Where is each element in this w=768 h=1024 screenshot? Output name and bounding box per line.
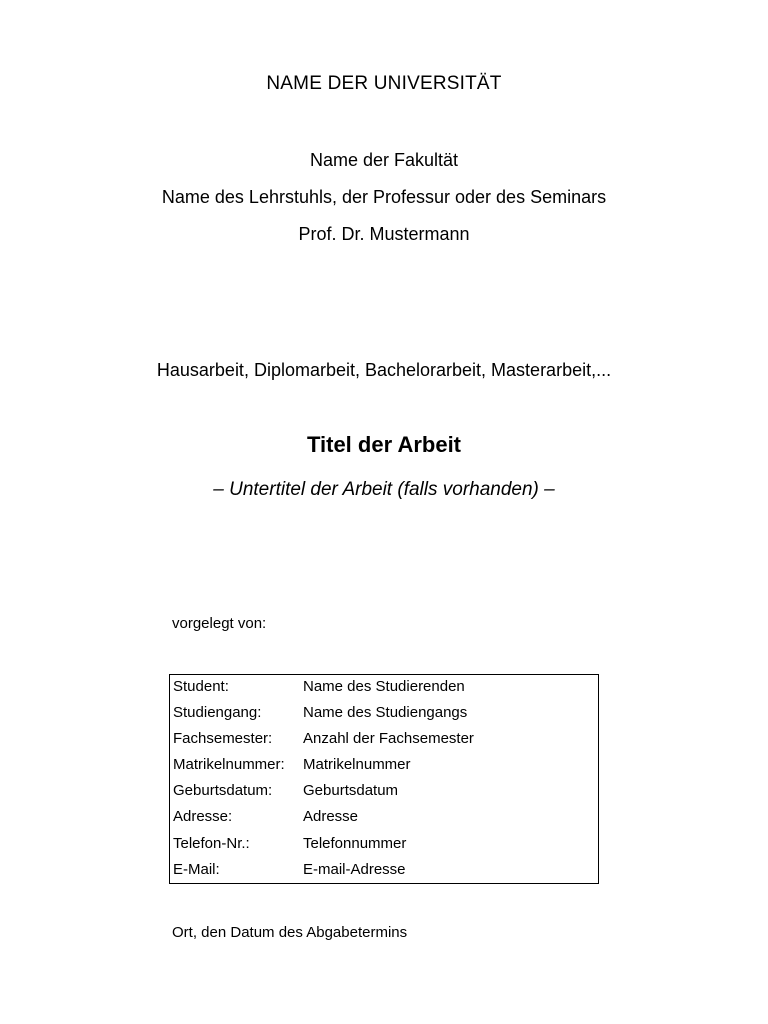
submitted-by-label: vorgelegt von:	[172, 615, 267, 632]
info-value: E-mail-Adresse	[303, 861, 406, 878]
faculty-name: Name der Fakultät	[309, 150, 459, 170]
student-info-table	[169, 674, 599, 884]
info-label: Geburtsdatum:	[173, 782, 273, 799]
info-value: Matrikelnummer	[303, 756, 411, 773]
chair-name: Name des Lehrstuhls, der Professur oder des Seminars	[161, 187, 607, 207]
place-date: Ort, den Datum des Abgabetermins	[172, 924, 408, 941]
info-value: Geburtsdatum	[303, 782, 399, 799]
info-value: Name des Studiengangs	[303, 704, 468, 721]
info-label: Student:	[173, 678, 229, 695]
info-value: Anzahl der Fachsemester	[303, 730, 474, 747]
info-value: Telefonnummer	[303, 835, 407, 852]
info-value: Adresse	[303, 808, 359, 825]
thesis-subtitle: – Untertitel der Arbeit (falls vorhanden) –	[213, 479, 555, 500]
info-label: Matrikelnummer:	[173, 756, 285, 773]
info-label: Studiengang:	[173, 704, 262, 721]
work-type: Hausarbeit, Diplomarbeit, Bachelorarbeit, Masterarbeit,...	[156, 360, 612, 380]
info-label: Adresse:	[173, 808, 233, 825]
university-name: NAME DER UNIVERSITÄT	[266, 73, 502, 94]
info-value: Name des Studierenden	[303, 678, 465, 695]
professor-name: Prof. Dr. Mustermann	[298, 224, 470, 244]
info-label: Fachsemester:	[173, 730, 273, 747]
info-label: Telefon-Nr.:	[173, 835, 250, 852]
thesis-title: Titel der Arbeit	[306, 432, 462, 457]
info-label: E-Mail:	[173, 861, 220, 878]
